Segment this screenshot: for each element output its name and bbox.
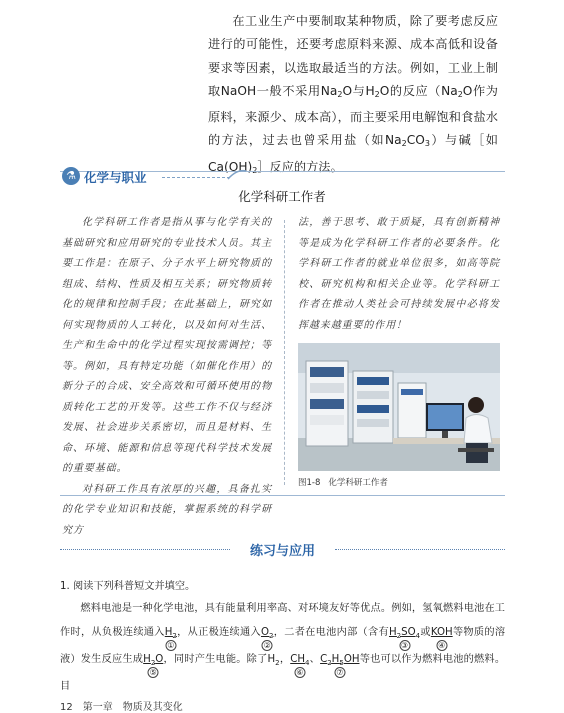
exercise-passage: 燃料电池是一种化学电池，具有能量利用率高、对环境友好等优点。例如，氢氧燃料电池在工作时，从负极连续通入$H_2$ ① ，从正极连续通入$O_2$ ② ，二者在电池内部（含有$H_2SO_4$ ③ 或KOH ④ 等物质的溶液）发生反应生成$H_2O$ ⑤ ，同时产生电能。除了$H_2$，$CH_4$ ⑥ 、$C_2H_5OH$ ⑦ 等也可以作为燃料电池的燃料。目	[60, 603, 506, 693]
career-section-label: 化学与职业	[84, 170, 147, 185]
figure-caption	[298, 476, 388, 488]
question-text: 1. 阅读下列科普短文并填空。	[60, 581, 196, 592]
intro-paragraph	[208, 10, 498, 182]
career-title: 化学科研工作者	[238, 189, 326, 204]
career-paragraph: 化学科研工作者是指从事与化学有关的基础研究和应用研究的专业技术人员。其主要工作是：在原子、分子水平上研究物质的组成、结构、性质及相互关系；研究物质转化的规律和控制手段；在此基础上，研究如何实现物质的人工转化，以及如何对生活、生产和生命中的化学过程实现按需调控；等等。例如，具有特定功能（如催化作用）的新分子的合成、安全高效和可循环使用的物质转化工艺的开发等。这些工作不仅与经济发展、社会进步关系密切，而且是材料、生命、环境、能源和信息等现代科学技术发展的重要基础。	[62, 217, 272, 474]
lab-photo	[298, 343, 500, 471]
career-left-column	[62, 213, 272, 541]
column-divider	[284, 220, 285, 485]
exercise	[60, 577, 505, 699]
practice-line-right	[335, 549, 505, 550]
chapter-title: 第一章 物质及其变化	[82, 702, 183, 713]
practice-header	[60, 540, 505, 560]
page-number: 12	[60, 702, 73, 713]
career-paragraph: 法，善于思考、敢于质疑，具有创新精神等是成为化学科研工作者的必要条件。化学科研工作者的就业单位很多，如高等院校、研究机构和相关企业等。化学科研工作者在推动人类社会可持续发展中必将发挥越来越重要的作用！	[298, 217, 500, 331]
figure-caption-text: 化学科研工作者	[328, 478, 388, 488]
intro-text: 在工业生产中要制取某种物质，除了要考虑反应进行的可能性，还要考虑原料来源、成本高低和设备要求等因素，以选取最适当的方法。例如，工业上制取NaOH一般不采用$Na_2O$与$H_2O$的反应（$Na_2O$作为原料，来源少、成本高），而主要采用电解饱和食盐水的方法，过去也曾采用盐（如$Na_2CO_3$）与碱［如$Ca(OH)_2]$反应的方法。	[208, 14, 498, 175]
career-right-column	[298, 213, 500, 336]
header-curve-icon	[227, 169, 247, 183]
figure-number: 图1-8	[298, 478, 321, 488]
page-footer	[60, 698, 183, 713]
career-header-dash	[162, 177, 230, 178]
career-paragraph: 对科研工作具有浓厚的兴趣，具备扎实的化学专业知识和技能，掌握系统的科学研究方	[62, 483, 272, 536]
chemistry-career-icon: ⚗	[62, 167, 80, 185]
practice-title: 练习与应用	[249, 544, 315, 559]
